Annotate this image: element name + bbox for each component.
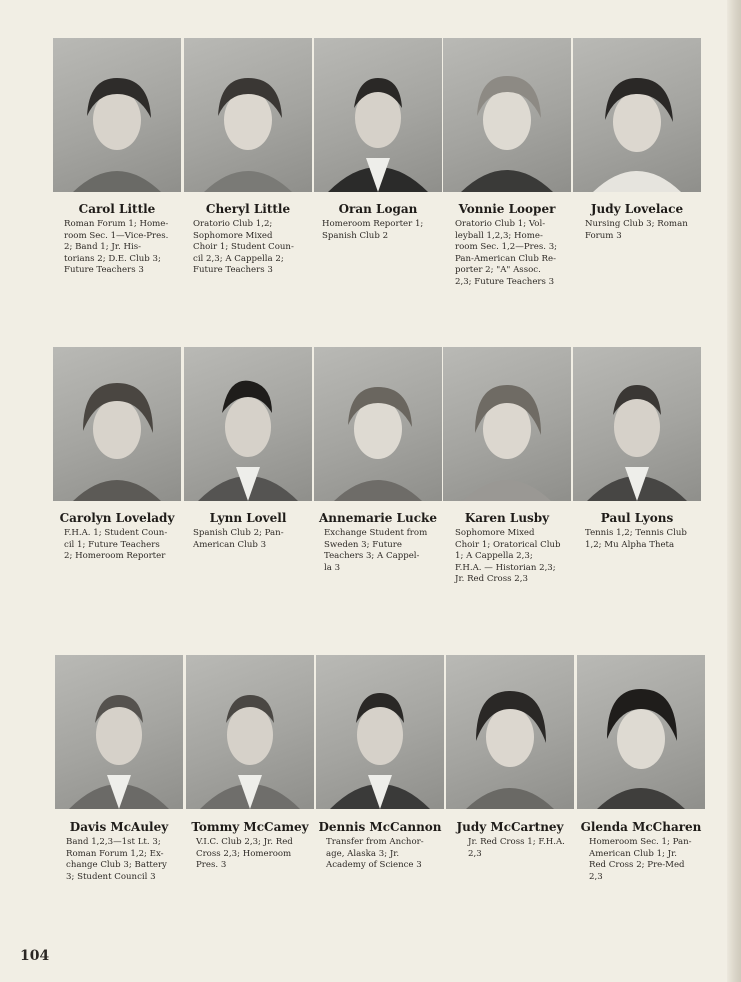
student-name: Paul Lyons	[600, 511, 674, 525]
portrait-photo	[53, 347, 181, 501]
student-name: Tommy McCamey	[191, 820, 309, 834]
portrait-photo	[184, 38, 312, 192]
student-name: Glenda McCharen	[580, 820, 702, 834]
student-activities: Tennis 1,2; Tennis Club 1,2; Mu Alpha Theta	[585, 528, 687, 550]
student-name: Judy Lovelace	[590, 202, 684, 216]
page-number: 104	[20, 948, 50, 964]
student-activities: F.H.A. 1; Student Coun- cil 1; Future Teachers 2; Homeroom Reporter	[64, 528, 168, 562]
student-activities: V.I.C. Club 2,3; Jr. Red Cross 2,3; Homeroom Pres. 3	[196, 837, 293, 871]
student-name: Lynn Lovell	[209, 511, 287, 525]
portrait-photo	[316, 655, 444, 809]
portrait-photo	[573, 347, 701, 501]
student-name: Karen Lusby	[464, 511, 550, 525]
student-name: Carol Little	[78, 202, 156, 216]
student-activities: Jr. Red Cross 1; F.H.A. 2,3	[468, 837, 565, 859]
student-activities: Homeroom Reporter 1; Spanish Club 2	[322, 219, 424, 241]
student-activities: Transfer from Anchor- age, Alaska 3; Jr. Academy of Science 3	[326, 837, 424, 871]
portrait-photo	[55, 655, 183, 809]
student-activities: Nursing Club 3; Roman Forum 3	[585, 219, 688, 241]
student-name: Vonnie Looper	[458, 202, 556, 216]
student-activities: Band 1,2,3—1st Lt. 3; Roman Forum 1,2; Ex- change Club 3; Battery 3; Student Council 3	[66, 837, 167, 882]
student-name: Davis McAuley	[69, 820, 169, 834]
student-activities: Roman Forum 1; Home- room Sec. 1—Vice-Pres. 2; Band 1; Jr. His- torians 2; D.E. Club 3; Future Teachers 3	[64, 219, 169, 276]
student-activities: Homeroom Sec. 1; Pan- American Club 1; Jr. Red Cross 2; Pre-Med 2,3	[589, 837, 692, 882]
student-activities: Spanish Club 2; Pan- American Club 3	[193, 528, 284, 550]
book-spine-shadow	[727, 0, 741, 982]
portrait-photo	[577, 655, 705, 809]
portrait-photo	[314, 38, 442, 192]
portrait-photo	[443, 38, 571, 192]
portrait-photo	[446, 655, 574, 809]
student-activities: Exchange Student from Sweden 3; Future Teachers 3; A Cappel- la 3	[324, 528, 428, 573]
portrait-photo	[573, 38, 701, 192]
student-activities: Sophomore Mixed Choir 1; Oratorical Club 1; A Cappella 2,3; F.H.A. — Historian 2,3; Jr. Red Cross 2,3	[455, 528, 561, 585]
student-activities: Oratorio Club 1,2; Sophomore Mixed Choir 1; Student Coun- cil 2,3; A Cappella 2; Future Teachers 3	[193, 219, 294, 276]
portrait-photo	[186, 655, 314, 809]
portrait-photo	[314, 347, 442, 501]
student-name: Carolyn Lovelady	[59, 511, 175, 525]
portrait-photo	[53, 38, 181, 192]
student-name: Oran Logan	[338, 202, 418, 216]
student-name: Cheryl Little	[205, 202, 291, 216]
portrait-photo	[184, 347, 312, 501]
student-name: Judy McCartney	[456, 820, 564, 834]
student-activities: Oratorio Club 1; Vol- leyball 1,2,3; Home- room Sec. 1,2—Pres. 3; Pan-American Club Re- porter 2; "A" Assoc. 2,3; Future Teachers 3	[455, 219, 558, 287]
student-name: Dennis McCannon	[318, 820, 442, 834]
portrait-photo	[443, 347, 571, 501]
student-name: Annemarie Lucke	[319, 511, 437, 525]
